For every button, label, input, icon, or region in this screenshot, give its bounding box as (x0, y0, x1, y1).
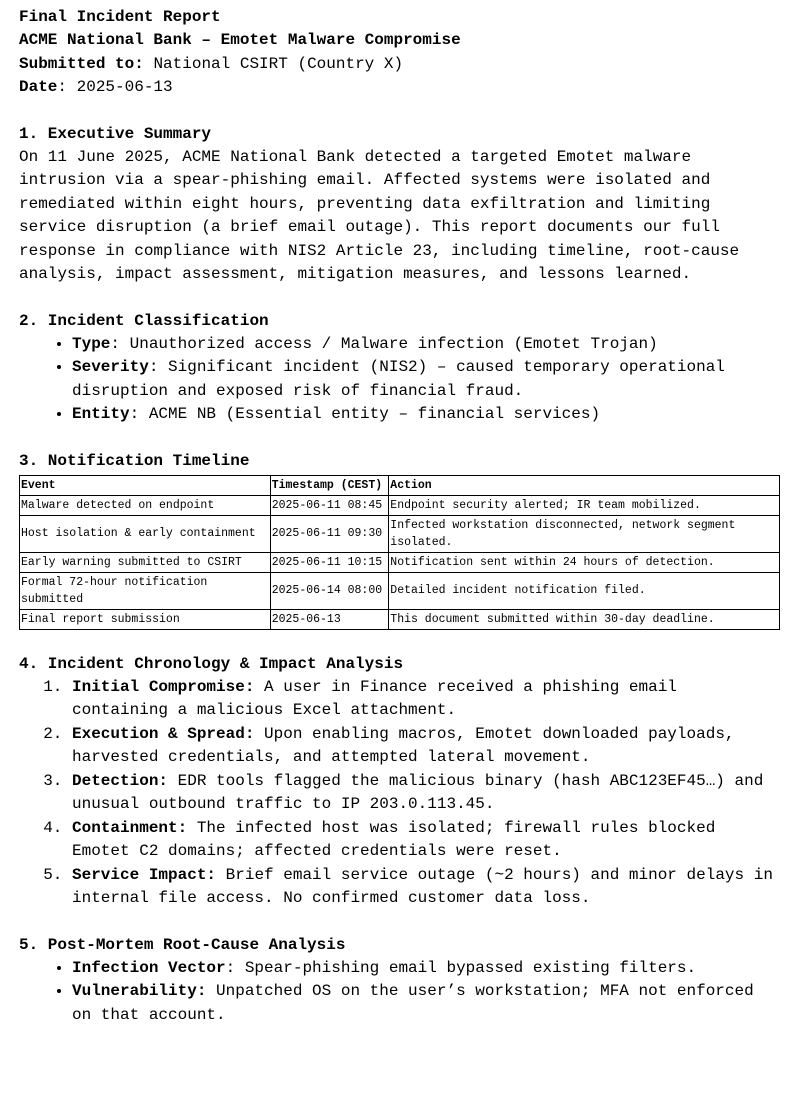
item-label: Type (72, 334, 111, 353)
list-item (72, 333, 781, 357)
list-item (72, 723, 781, 770)
table-cell: Early warning submitted to CSIRT (20, 552, 271, 572)
table-cell: Host isolation & early containment (20, 515, 271, 552)
item-text: A user in Finance received a phishing email containing a malicious Excel attachment. (72, 677, 677, 720)
submitted-line (19, 53, 781, 76)
table-cell: This document submitted within 30-day deadline. (389, 609, 780, 629)
list-item (72, 817, 781, 864)
section-heading: 2. Incident Classification (19, 311, 269, 330)
section-heading: 5. Post-Mortem Root-Cause Analysis (19, 935, 346, 954)
table-row (20, 609, 780, 629)
list-item (72, 356, 781, 403)
item-text: : ACME NB (Essential entity – financial services) (129, 405, 601, 424)
item-label: Initial Compromise: (72, 677, 255, 696)
item-label: Vulnerability: (72, 982, 207, 1001)
date-value: : 2025-06-13 (57, 78, 173, 97)
item-label: Severity (72, 358, 149, 377)
table-cell: 2025-06-13 (270, 609, 389, 629)
submitted-label: Submitted to: (19, 54, 144, 73)
table-cell: Notification sent within 24 hours of detection. (389, 552, 780, 572)
item-label: Infection Vector (72, 958, 226, 977)
item-text: Upon enabling macros, Emotet downloaded payloads, harvested credentials, and attempted lateral movement. (72, 724, 735, 767)
table-cell: 2025-06-11 10:15 (270, 552, 389, 572)
table-cell: 2025-06-14 08:00 (270, 572, 389, 609)
date-label: Date (19, 78, 58, 97)
table-row (20, 552, 780, 572)
column-header: Action (389, 475, 780, 495)
report-subtitle: ACME National Bank – Emotet Malware Compromise (19, 31, 461, 50)
table-cell: Malware detected on endpoint (20, 495, 271, 515)
item-label: Entity (72, 405, 130, 424)
table-row (20, 495, 780, 515)
list-item (72, 864, 781, 911)
table-cell: Formal 72-hour notification submitted (20, 572, 271, 609)
submitted-value: National CSIRT (Country X) (153, 54, 404, 73)
notification-timeline-table (19, 475, 780, 630)
item-text: : Significant incident (NIS2) – caused temporary operational disruption and exposed risk of financial fraud. (72, 358, 725, 400)
table-row (20, 515, 780, 552)
item-label: Containment: (72, 818, 188, 837)
list-item (72, 676, 781, 723)
list-item (72, 980, 781, 1027)
report-title: Final Incident Report (19, 8, 221, 26)
column-header: Timestamp (CEST) (270, 475, 389, 495)
table-cell: Detailed incident notification filed. (389, 572, 780, 609)
root-cause-list (19, 957, 781, 1028)
list-item (72, 403, 781, 427)
chronology-list (19, 676, 781, 911)
item-text: EDR tools flagged the malicious binary (hash ABC123EF45…) and unusual outbound traffic to IP 203.0.113.45. (72, 771, 764, 814)
table-cell: 2025-06-11 09:30 (270, 515, 389, 552)
table-cell: Infected workstation disconnected, network segment isolated. (389, 515, 780, 552)
section-heading: 4. Incident Chronology & Impact Analysis (19, 654, 404, 673)
column-header: Event (20, 475, 271, 495)
section-heading: 1. Executive Summary (19, 124, 212, 143)
item-text: Brief email service outage (~2 hours) and minor delays in internal file access. No confirmed customer data loss. (72, 865, 773, 908)
table-cell: Final report submission (20, 609, 271, 629)
item-label: Service Impact: (72, 865, 217, 884)
item-label: Detection: (72, 771, 169, 790)
item-label: Execution & Spread: (72, 724, 255, 743)
item-text: Unpatched OS on the user’s workstation; MFA not enforced on that account. (72, 982, 754, 1024)
table-header-row (20, 475, 780, 495)
item-text: : Unauthorized access / Malware infection (Emotet Trojan) (110, 334, 658, 353)
table-cell: Endpoint security alerted; IR team mobilized. (389, 495, 780, 515)
table-cell: 2025-06-11 08:45 (270, 495, 389, 515)
item-text: The infected host was isolated; firewall rules blocked Emotet C2 domains; affected credentials were reset. (72, 818, 716, 861)
list-item (72, 770, 781, 817)
executive-summary-text: On 11 June 2025, ACME National Bank detected a targeted Emotet malware intrusion via a spear-phishing email. Affected systems were isolated and remediated within eight hours, preventing data exfiltration and limiting service disruption (a brief email outage). This report documents our full response in compliance with NIS2 Article 23, including timeline, root-cause analysis, impact assessment, mitigation measures, and lessons learned. (19, 147, 740, 284)
item-text: : Spear-phishing email bypassed existing filters. (225, 958, 697, 977)
date-line (19, 76, 781, 99)
section-heading: 3. Notification Timeline (19, 451, 250, 470)
list-item (72, 957, 781, 981)
classification-list (19, 333, 781, 427)
table-row (20, 572, 780, 609)
